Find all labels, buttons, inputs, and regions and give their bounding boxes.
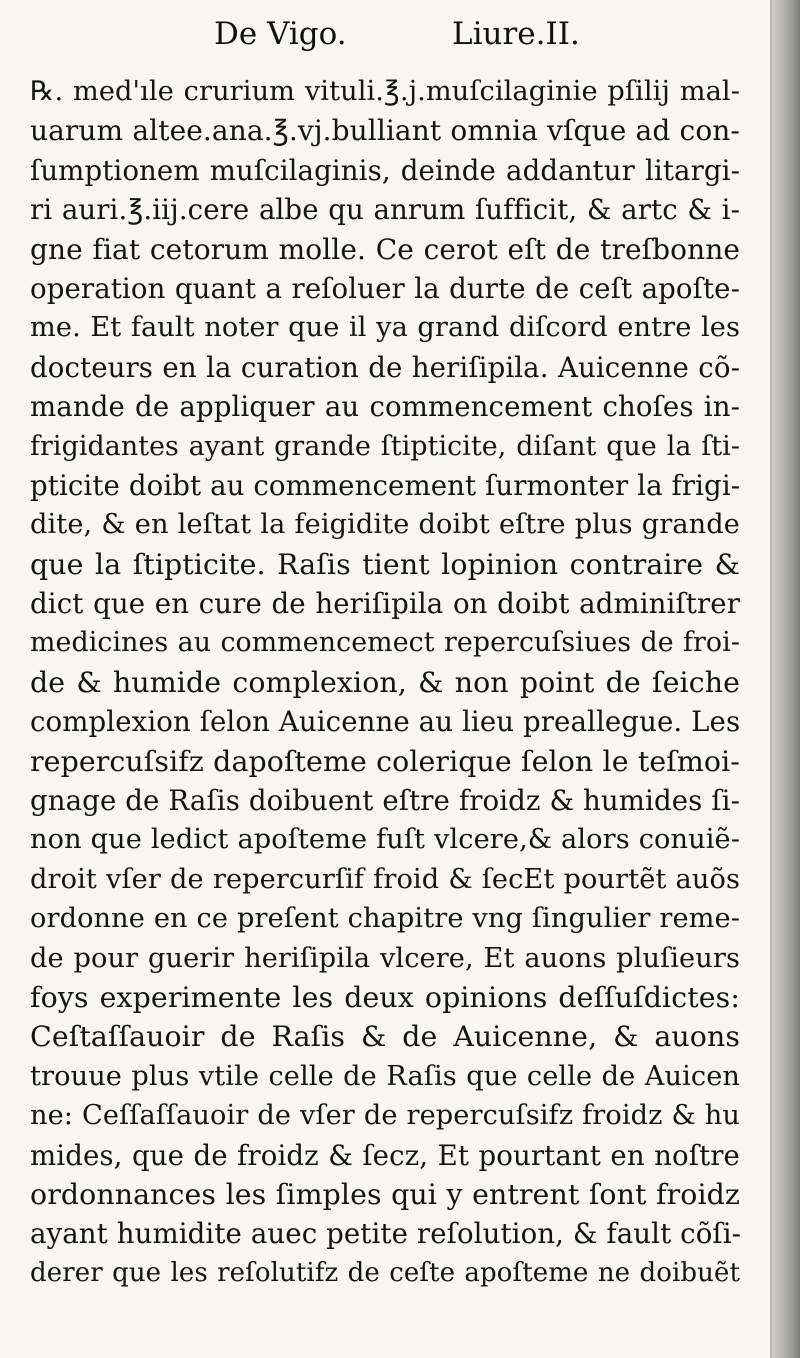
text-line-11: pticite doibt au commencement ſurmonter la frigi- — [30, 468, 741, 502]
text-line-1: ℞. med'ıle crurium vituli.℥.j.muſcilaginie pſilij mal- — [30, 76, 740, 107]
text-line-23: de pour guerir heriſipila vlcere, Et auons pluſieurs — [30, 942, 740, 974]
text-line-5: gne fiat cetorum molle. Ce cerot eſt de treſbonne — [30, 232, 740, 266]
text-line-22: ordonne en ce preſent chapitre vng ſingulier reme- — [30, 903, 740, 935]
text-line-10: frigidantes ayant grande ſtipticite, diſant que la ſti- — [30, 430, 740, 462]
running-head-author: De Vigo. — [214, 16, 347, 52]
text-line-28: mides, que de froidz & ſecz, Et pourtant en noſtre — [30, 1138, 740, 1172]
text-line-31: derer que les reſolutifz de ceſte apoſteme ne doibuẽt — [30, 1257, 740, 1288]
text-line-3: ſumptionem muſcilaginis, deinde addantur litargi- — [30, 153, 740, 187]
text-line-12: dite, & en leſtat la feigidite doibt eſtre plus grande — [30, 509, 740, 541]
text-line-15: medicines au commencemect repercuſsiues de froi- — [30, 627, 740, 659]
text-line-2: uarum altee.ana.℥.vj.bulliant omnia vſque ad con- — [30, 114, 740, 148]
text-line-25: Ceſtaſſauoir de Raſis & de Auicenne, & auons — [30, 1020, 740, 1054]
text-line-17: complexion ſelon Auicenne au lieu preallegue. Les — [30, 705, 741, 739]
text-line-9: mande de appliquer au commencement choſes in- — [30, 390, 740, 424]
book-gutter — [772, 0, 800, 1358]
text-line-4: ri auri.℥.iij.cere albe qu anrum ſufficit, & artc & i- — [30, 193, 740, 227]
text-line-13: que la ſtipticite. Raſis tient lopinion contraire & — [30, 547, 740, 581]
text-line-19: gnage de Raſis doibuent eſtre froidz & humides ſi- — [30, 784, 740, 818]
text-line-14: dict que en cure de heriſipila on doibt adminiſtrer — [30, 587, 740, 621]
text-line-26: trouue plus vtile celle de Raſis que celle de Auicen — [30, 1060, 740, 1092]
text-line-29: ordonnances les ſimples qui y entrent ſont froidz — [30, 1177, 740, 1211]
text-line-16: de & humide complexion, & non point de ſeiche — [30, 665, 740, 699]
text-line-8: docteurs en la curation de heriſipila. Auicenne cõ- — [30, 350, 740, 384]
body-text — [30, 72, 772, 1293]
text-line-18: repercuſsifz dapoſteme colerique ſelon le teſmoi- — [30, 744, 740, 778]
text-line-20: non que ledict apoſteme fuſt vlcere,& alors conuiẽ- — [30, 824, 740, 856]
text-line-27: ne: Ceſſaſſauoir de vſer de repercuſsifz froidz & hu — [30, 1100, 740, 1132]
text-line-6: operation quant a reſoluer la durte de ceſt apoſte- — [30, 271, 740, 305]
running-head — [0, 14, 772, 54]
show-through-ghost-text — [40, 32, 48, 67]
text-line-21: droit vſer de repercurſif froid & ſecEt pourtẽt auõs — [30, 863, 740, 895]
text-line-7: me. Et fault noter que il ya grand diſcord entre les — [30, 312, 740, 344]
running-head-book: Liure.II. — [452, 16, 580, 52]
text-line-24: foys experimente les deux opinions deſſuſdictes: — [30, 980, 740, 1014]
text-line-30: ayant humidite auec petite reſolution, & fault cõſi- — [30, 1217, 742, 1251]
